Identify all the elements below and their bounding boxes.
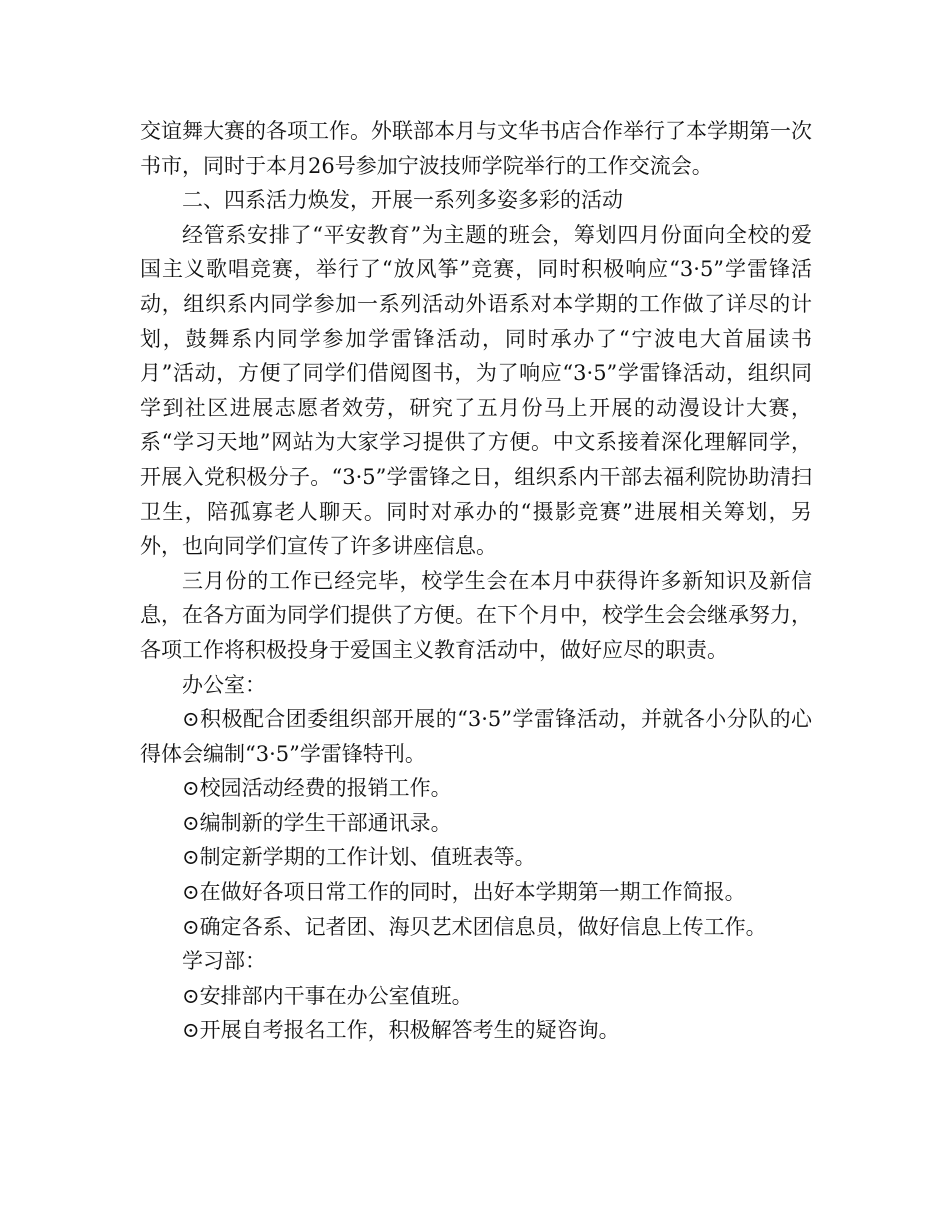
paragraph-1: 交谊舞大赛的各项工作。外联部本月与文华书店合作举行了本学期第一次书市，同时于本月26号参加宁波技师学院举行的工作交流会。 bbox=[140, 119, 812, 178]
study-item-2: ⊙开展自考报名工作，积极解答考生的疑咨询。 bbox=[182, 1018, 620, 1043]
study-dept-heading: 学习部： bbox=[182, 949, 266, 974]
study-item-1: ⊙安排部内干事在办公室值班。 bbox=[182, 983, 473, 1008]
office-item-4: ⊙制定新学期的工作计划、值班表等。 bbox=[182, 845, 536, 870]
document-body bbox=[140, 114, 812, 1048]
paragraph-4: 三月份的工作已经完毕，校学生会在本月中获得许多新知识及新信息，在各方面为同学们提供了方便。在下个月中，校学生会会继承努力，各项工作将积极投身于爱国主义教育活动中，做好应尽的职责。 bbox=[140, 568, 812, 662]
office-item-6: ⊙确定各系、记者团、海贝艺术团信息员，做好信息上传工作。 bbox=[182, 914, 767, 939]
paragraph-3: 经管系安排了“平安教育”为主题的班会，筹划四月份面向全校的爱国主义歌唱竞赛，举行了“放风筝”竞赛，同时积极响应“3·5”学雷锋活动，组织系内同学参加一系列活动外语系对本学期的工作做了详尽的计划，鼓舞系内同学参加学雷锋活动，同时承办了“宁波电大首届读书月”活动，方便了同学们借阅图书，为了响应“3·5”学雷锋活动，组织同学到社区进展志愿者效劳，研究了五月份马上开展的动漫设计大赛，系“学习天地”网站为大家学习提供了方便。中文系接着深化理解同学，开展入党积极分子。“3·5”学雷锋之日，组织系内干部去福利院协助清扫卫生，陪孤寡老人聊天。同时对承办的“摄影竞赛”进展相关筹划，另外，也向同学们宣传了许多讲座信息。 bbox=[140, 222, 812, 559]
office-heading: 办公室： bbox=[182, 672, 266, 697]
office-item-3: ⊙编制新的学生干部通讯录。 bbox=[182, 810, 452, 835]
office-item-5: ⊙在做好各项日常工作的同时，出好本学期第一期工作简报。 bbox=[182, 880, 746, 905]
office-item-2: ⊙校园活动经费的报销工作。 bbox=[182, 776, 452, 801]
office-item-1: ⊙积极配合团委组织部开展的“3·5”学雷锋活动，并就各小分队的心得体会编制“3·5”学雷锋特刊。 bbox=[140, 707, 812, 766]
section-heading-2: 二、四系活力焕发，开展一系列多姿多彩的活动 bbox=[182, 188, 623, 213]
